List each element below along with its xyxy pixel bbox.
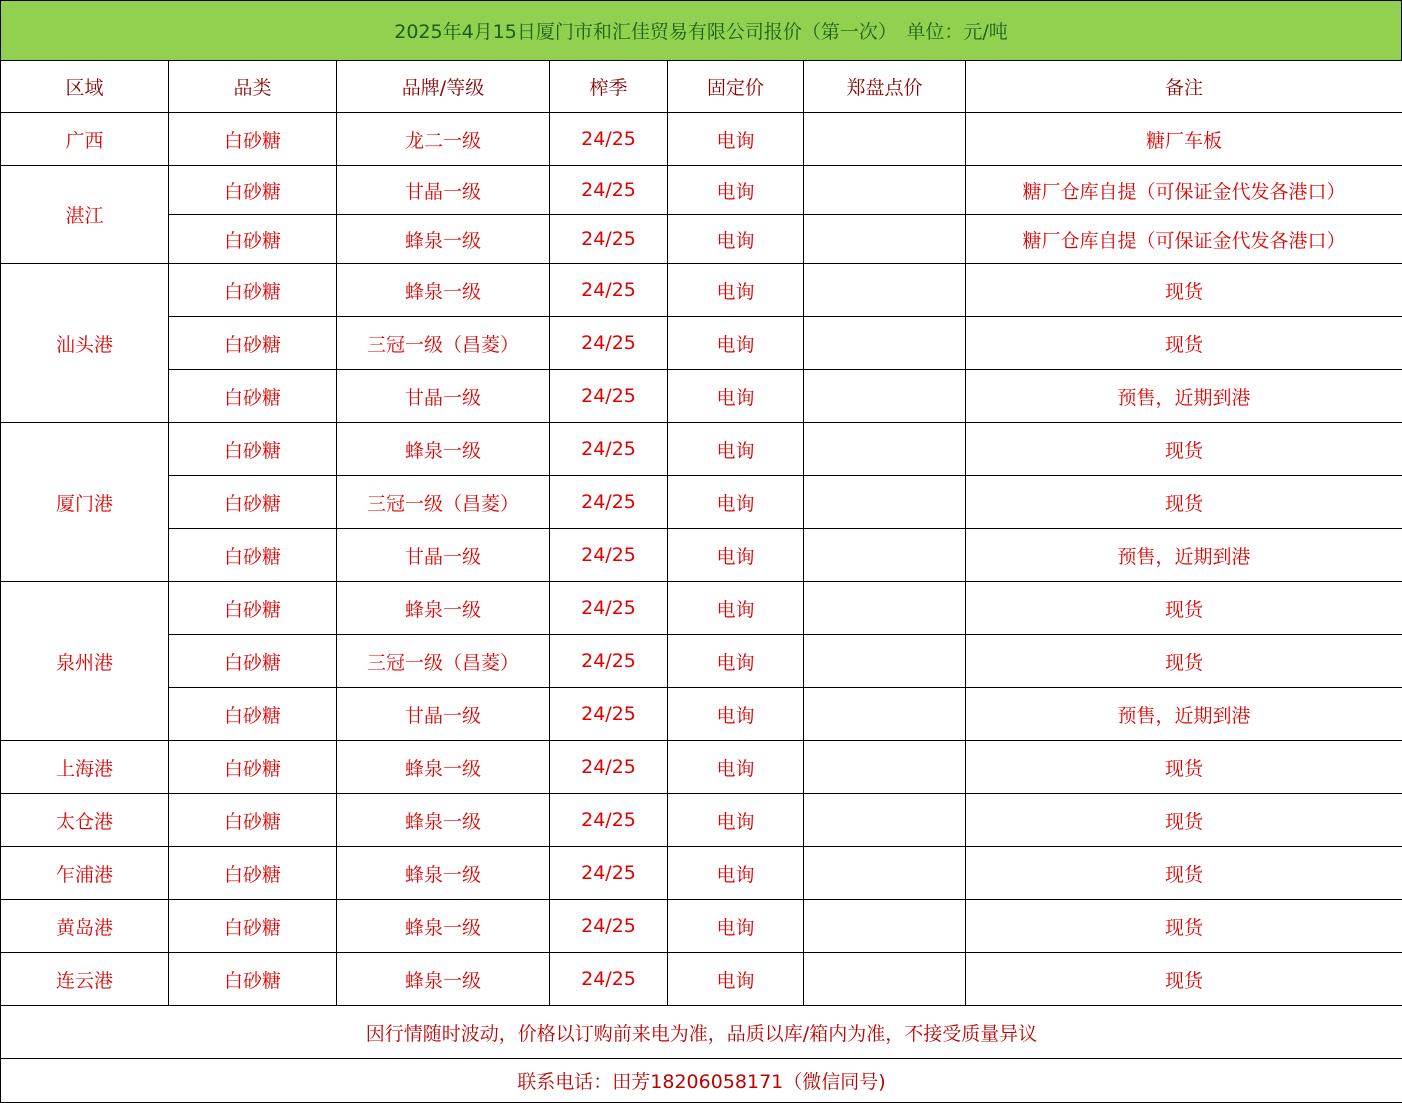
category-cell: 白砂糖 [169, 794, 337, 847]
season-cell: 24/25 [550, 370, 668, 423]
fixed-price-cell: 电询 [668, 688, 804, 741]
note-cell: 现货 [966, 423, 1402, 476]
zce-price-cell [804, 847, 966, 900]
fixed-price-cell: 电询 [668, 953, 804, 1006]
category-cell: 白砂糖 [169, 953, 337, 1006]
brand-cell: 三冠一级（昌菱） [337, 476, 550, 529]
note-cell: 现货 [966, 794, 1402, 847]
category-cell: 白砂糖 [169, 423, 337, 476]
season-cell: 24/25 [550, 166, 668, 215]
fixed-price-cell: 电询 [668, 794, 804, 847]
fixed-price-cell: 电询 [668, 370, 804, 423]
table-row [1, 847, 1402, 900]
zce-price-cell [804, 476, 966, 529]
region-cell: 太仓港 [1, 794, 169, 847]
region-cell: 汕头港 [1, 264, 169, 423]
season-cell: 24/25 [550, 847, 668, 900]
season-cell: 24/25 [550, 582, 668, 635]
season-cell: 24/25 [550, 741, 668, 794]
brand-cell: 蜂泉一级 [337, 215, 550, 264]
zce-price-cell [804, 529, 966, 582]
note-cell: 现货 [966, 953, 1402, 1006]
season-cell: 24/25 [550, 794, 668, 847]
table-row [1, 953, 1402, 1006]
zce-price-cell [804, 582, 966, 635]
fixed-price-cell: 电询 [668, 741, 804, 794]
fixed-price-cell: 电询 [668, 215, 804, 264]
table-row [1, 317, 1402, 370]
season-cell: 24/25 [550, 900, 668, 953]
zce-price-cell [804, 264, 966, 317]
category-cell: 白砂糖 [169, 476, 337, 529]
brand-cell: 蜂泉一级 [337, 847, 550, 900]
zce-price-cell [804, 215, 966, 264]
brand-cell: 三冠一级（昌菱） [337, 317, 550, 370]
season-cell: 24/25 [550, 264, 668, 317]
table-row [1, 794, 1402, 847]
header-note: 备注 [966, 61, 1402, 113]
header-region: 区域 [1, 61, 169, 113]
table-row [1, 264, 1402, 317]
zce-price-cell [804, 317, 966, 370]
table-row [1, 900, 1402, 953]
table-row [1, 423, 1402, 476]
region-cell: 黄岛港 [1, 900, 169, 953]
note-cell: 现货 [966, 900, 1402, 953]
brand-cell: 甘晶一级 [337, 166, 550, 215]
category-cell: 白砂糖 [169, 317, 337, 370]
note-cell: 现货 [966, 476, 1402, 529]
header-row [1, 61, 1402, 113]
season-cell: 24/25 [550, 688, 668, 741]
table-row [1, 113, 1402, 166]
fixed-price-cell: 电询 [668, 264, 804, 317]
zce-price-cell [804, 423, 966, 476]
header-fixed-price: 固定价 [668, 61, 804, 113]
zce-price-cell [804, 688, 966, 741]
region-cell: 泉州港 [1, 582, 169, 741]
brand-cell: 蜂泉一级 [337, 953, 550, 1006]
season-cell: 24/25 [550, 953, 668, 1006]
table-row [1, 582, 1402, 635]
header-brand: 品牌/等级 [337, 61, 550, 113]
table-row [1, 370, 1402, 423]
note-cell: 现货 [966, 264, 1402, 317]
category-cell: 白砂糖 [169, 370, 337, 423]
category-cell: 白砂糖 [169, 529, 337, 582]
note-cell: 预售，近期到港 [966, 529, 1402, 582]
table-row [1, 741, 1402, 794]
brand-cell: 蜂泉一级 [337, 900, 550, 953]
zce-price-cell [804, 166, 966, 215]
header-category: 品类 [169, 61, 337, 113]
notice-text: 因行情随时波动，价格以订购前来电为准，品质以库/箱内为准，不接受质量异议 [1, 1006, 1402, 1059]
table-row [1, 635, 1402, 688]
zce-price-cell [804, 635, 966, 688]
note-cell: 预售，近期到港 [966, 370, 1402, 423]
season-cell: 24/25 [550, 635, 668, 688]
brand-cell: 蜂泉一级 [337, 582, 550, 635]
category-cell: 白砂糖 [169, 215, 337, 264]
note-cell: 糖厂仓库自提（可保证金代发各港口） [966, 215, 1402, 264]
brand-cell: 甘晶一级 [337, 529, 550, 582]
zce-price-cell [804, 370, 966, 423]
region-cell: 乍浦港 [1, 847, 169, 900]
note-cell: 现货 [966, 582, 1402, 635]
zce-price-cell [804, 953, 966, 1006]
fixed-price-cell: 电询 [668, 423, 804, 476]
brand-cell: 三冠一级（昌菱） [337, 635, 550, 688]
note-cell: 糖厂车板 [966, 113, 1402, 166]
season-cell: 24/25 [550, 215, 668, 264]
notice-row [1, 1006, 1402, 1059]
contact-text: 联系电话：田芳18206058171（微信同号) [1, 1059, 1402, 1103]
note-cell: 现货 [966, 635, 1402, 688]
fixed-price-cell: 电询 [668, 847, 804, 900]
category-cell: 白砂糖 [169, 113, 337, 166]
category-cell: 白砂糖 [169, 741, 337, 794]
fixed-price-cell: 电询 [668, 529, 804, 582]
season-cell: 24/25 [550, 476, 668, 529]
table-row [1, 476, 1402, 529]
region-cell: 湛江 [1, 166, 169, 264]
brand-cell: 蜂泉一级 [337, 423, 550, 476]
category-cell: 白砂糖 [169, 688, 337, 741]
brand-cell: 甘晶一级 [337, 688, 550, 741]
note-cell: 预售，近期到港 [966, 688, 1402, 741]
brand-cell: 蜂泉一级 [337, 741, 550, 794]
zce-price-cell [804, 794, 966, 847]
season-cell: 24/25 [550, 423, 668, 476]
category-cell: 白砂糖 [169, 166, 337, 215]
region-cell: 上海港 [1, 741, 169, 794]
header-season: 榨季 [550, 61, 668, 113]
table-row [1, 688, 1402, 741]
category-cell: 白砂糖 [169, 582, 337, 635]
fixed-price-cell: 电询 [668, 635, 804, 688]
category-cell: 白砂糖 [169, 635, 337, 688]
fixed-price-cell: 电询 [668, 476, 804, 529]
brand-cell: 甘晶一级 [337, 370, 550, 423]
table-row [1, 215, 1402, 264]
note-cell: 现货 [966, 847, 1402, 900]
fixed-price-cell: 电询 [668, 166, 804, 215]
category-cell: 白砂糖 [169, 847, 337, 900]
fixed-price-cell: 电询 [668, 582, 804, 635]
season-cell: 24/25 [550, 529, 668, 582]
note-cell: 现货 [966, 317, 1402, 370]
zce-price-cell [804, 741, 966, 794]
category-cell: 白砂糖 [169, 900, 337, 953]
fixed-price-cell: 电询 [668, 900, 804, 953]
season-cell: 24/25 [550, 317, 668, 370]
fixed-price-cell: 电询 [668, 113, 804, 166]
table-row [1, 529, 1402, 582]
brand-cell: 龙二一级 [337, 113, 550, 166]
region-cell: 连云港 [1, 953, 169, 1006]
note-cell: 现货 [966, 741, 1402, 794]
note-cell: 糖厂仓库自提（可保证金代发各港口） [966, 166, 1402, 215]
season-cell: 24/25 [550, 113, 668, 166]
sheet-title: 2025年4月15日厦门市和汇佳贸易有限公司报价（第一次） 单位：元/吨 [0, 0, 1402, 60]
zce-price-cell [804, 113, 966, 166]
header-zce-price: 郑盘点价 [804, 61, 966, 113]
category-cell: 白砂糖 [169, 264, 337, 317]
price-table [0, 60, 1402, 1103]
contact-row [1, 1059, 1402, 1103]
fixed-price-cell: 电询 [668, 317, 804, 370]
brand-cell: 蜂泉一级 [337, 794, 550, 847]
brand-cell: 蜂泉一级 [337, 264, 550, 317]
region-cell: 广西 [1, 113, 169, 166]
zce-price-cell [804, 900, 966, 953]
region-cell: 厦门港 [1, 423, 169, 582]
table-row [1, 166, 1402, 215]
